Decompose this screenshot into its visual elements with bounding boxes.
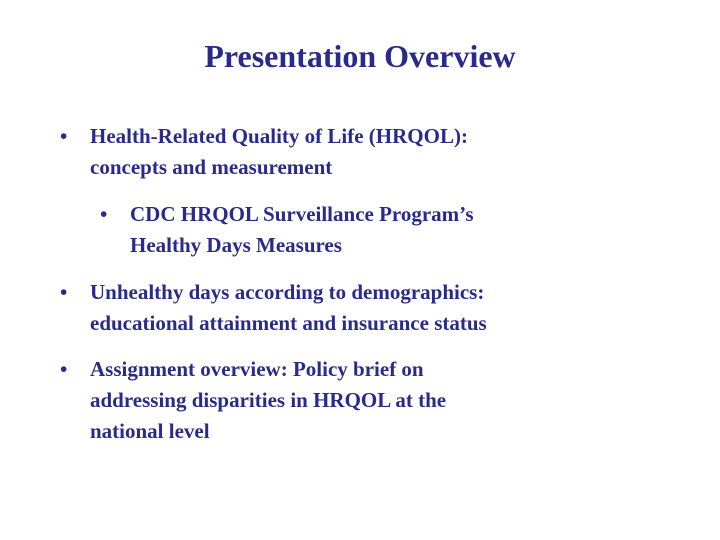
sub-bullet-item-healthy-days [100,199,680,261]
bullet-dot: • [60,357,68,381]
bullet-line: Unhealthy days according to demographics: [90,280,485,304]
bullet-dot: • [60,280,68,304]
bullet-line: addressing disparities in HRQOL at the [90,388,447,412]
bullet-line: concepts and measurement [90,155,333,179]
bullet-dot: • [60,124,68,148]
bullet-line: CDC HRQOL Surveillance Program’s [130,202,474,226]
bullet-line: educational attainment and insurance status [90,311,487,335]
bullet-line: Healthy Days Measures [130,233,342,257]
bullet-dot: • [100,202,108,226]
bullet-line: Health-Related Quality of Life (HRQOL): [90,124,468,148]
bullet-item-unhealthy-days [60,277,680,339]
bullet-line: national level [90,419,210,443]
bullet-item-hrqol [60,121,680,183]
slide-title: Presentation Overview [204,38,516,74]
bullet-item-assignment-overview [60,354,680,447]
bullet-line: Assignment overview: Policy brief on [90,357,424,381]
